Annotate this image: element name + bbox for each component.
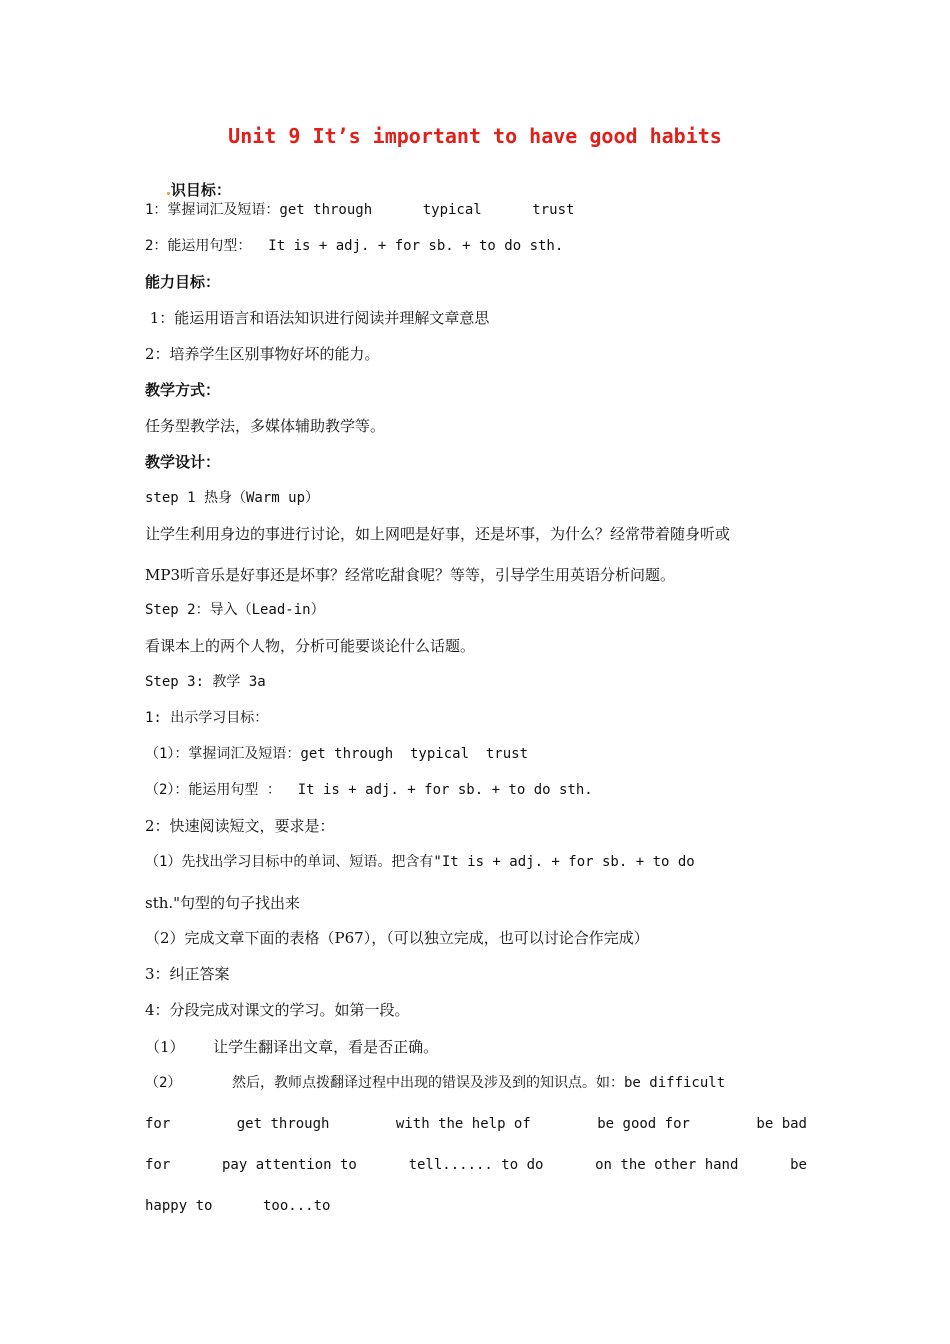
step1-text-line1: 让学生利用身边的事进行讨论，如上网吧是好事，还是坏事，为什么？经常带着随身听或 (145, 525, 731, 543)
ability-item-1: 1：能运用语言和语法知识进行阅读并理解文章意思 (145, 309, 490, 327)
phrase: be bad (756, 1116, 807, 1132)
step3-item-1: 1: 出示学习目标： (145, 710, 269, 726)
phrase: on the other hand (595, 1157, 739, 1173)
phrase: be good for (597, 1116, 690, 1132)
knowledge-heading: 识目标： (170, 181, 231, 199)
step1-text-line2: MP3听音乐是好事还是坏事？经常吃甜食呢？等等，引导学生用英语分析问题。 (145, 566, 675, 584)
step3-item-2b: （2）完成文章下面的表格（P67），（可以独立完成，也可以讨论合作完成） (145, 929, 649, 947)
step2-text: 看课本上的两个人物，分析可能要谈论什么话题。 (145, 637, 476, 655)
step3-item-4a: （1） 让学生翻译出文章，看是否正确。 (145, 1038, 439, 1056)
phrase: be (790, 1157, 807, 1173)
method-text: 任务型教学法，多媒体辅助教学等。 (145, 417, 386, 435)
marker-dot (167, 192, 170, 195)
phrase: pay attention to (222, 1157, 357, 1173)
step3-title: Step 3: 教学 3a (145, 674, 266, 690)
phrase: for (145, 1116, 171, 1132)
ability-heading: 能力目标： (145, 273, 221, 291)
design-heading: 教学设计： (145, 453, 221, 471)
knowledge-item-1: 1：掌握词汇及短语：get through typical trust (145, 202, 575, 218)
phrase-row-1 (145, 1114, 807, 1134)
step3-item-3: 3：纠正答案 (145, 965, 230, 983)
step3-item-2a-line2: sth."句型的句子找出来 (145, 894, 301, 912)
ability-item-2: 2：培养学生区别事物好坏的能力。 (145, 345, 380, 363)
phrase: for (145, 1157, 171, 1173)
phrase-row-2 (145, 1155, 807, 1175)
document-title: Unit 9 It’s important to have good habits (228, 124, 722, 148)
step1-title: step 1 热身（Warm up） (145, 490, 320, 506)
method-heading: 教学方式： (145, 381, 221, 399)
step3-item-1a: （1）：掌握词汇及短语：get through typical trust (145, 746, 529, 762)
step3-item-4: 4：分段完成对课文的学习。如第一段。 (145, 1001, 410, 1019)
step3-item-2: 2：快速阅读短文，要求是： (145, 817, 335, 835)
knowledge-item-2: 2：能运用句型： It is + adj. + for sb. + to do sth. (145, 238, 564, 254)
step3-item-2a-line1: （1）先找出学习目标中的单词、短语。把含有"It is + adj. + for sb. + to do (145, 854, 695, 870)
phrase-row-3: happy to too...to (145, 1198, 331, 1214)
phrase: with the help of (395, 1116, 531, 1132)
phrase: tell...... to do (408, 1157, 544, 1173)
step3-item-4b: （2） 然后，教师点拨翻译过程中出现的错误及涉及到的知识点。如：be difficult (145, 1075, 726, 1091)
step2-title: Step 2：导入（Lead-in） (145, 602, 325, 618)
phrase: get through (236, 1116, 330, 1132)
step3-item-1b: （2）：能运用句型 ： It is + adj. + for sb. + to do sth. (145, 782, 593, 798)
